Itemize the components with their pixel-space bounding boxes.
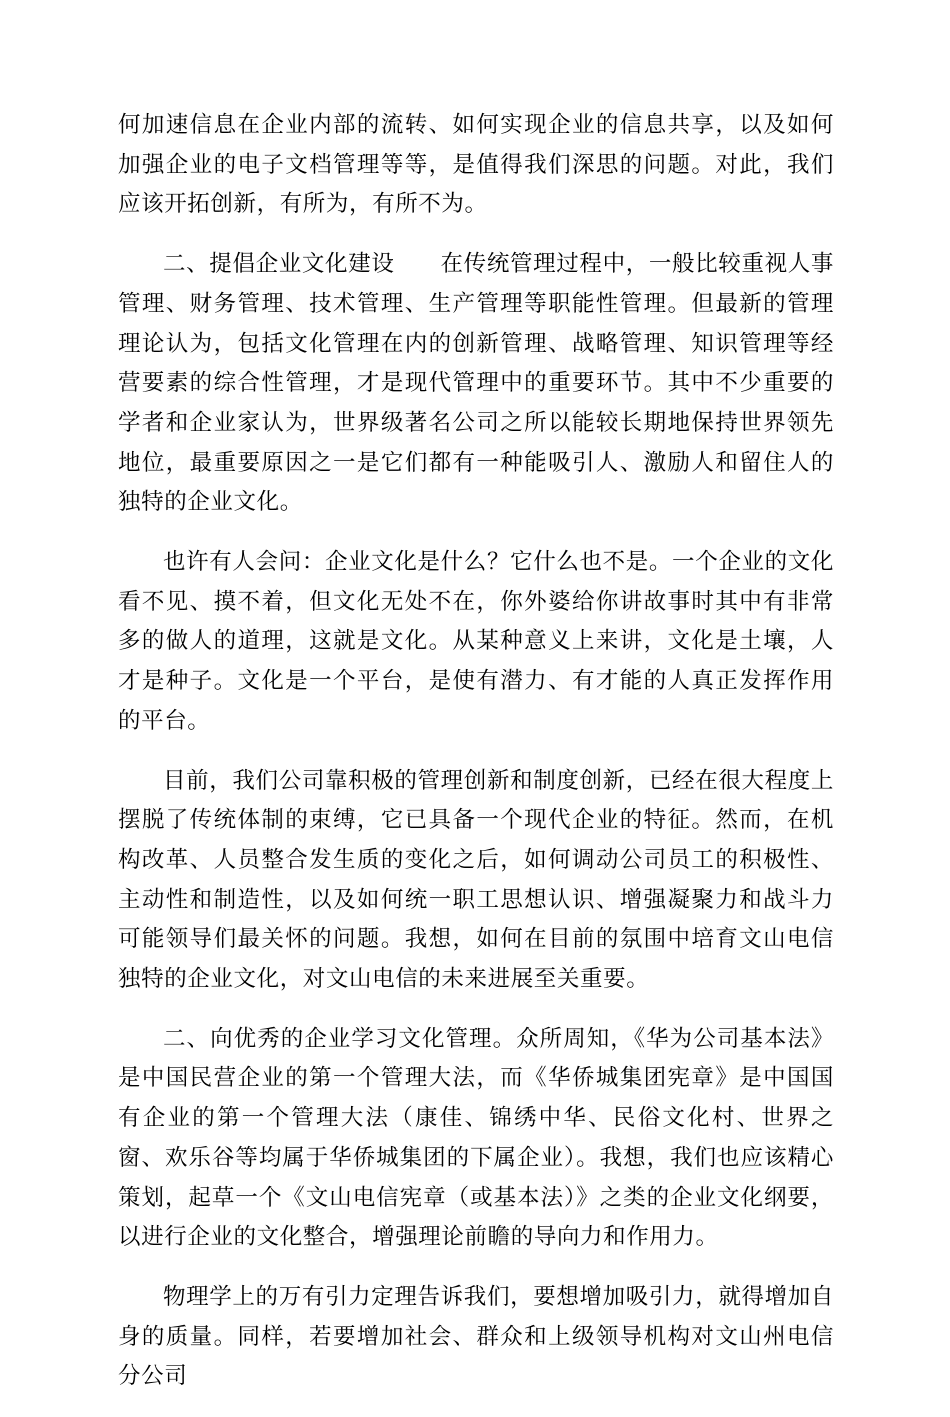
paragraph-continuation: 何加速信息在企业内部的流转、如何实现企业的信息共享，以及如何加强企业的电子文档管理等等，是值得我们深思的问题。对此，我们应该开拓创新，有所为，有所不为。 <box>118 112 834 218</box>
paragraph-culture-building <box>118 245 834 523</box>
document-body <box>118 106 834 1417</box>
paragraph-text: 在传统管理过程中，一般比较重视人事管理、财务管理、技术管理、生产管理等职能性管理。但最新的管理理论认为，包括文化管理在内的创新管理、战略管理、知识管理等经营要素的综合性管理，才是现代管理中的重要环节。其中不少重要的学者和企业家认为，世界级著名公司之所以能较长期地保持世界领先地位，最重要原因之一是它们都有一种能吸引人、激励人和留住人的独特的企业文化。 <box>118 251 834 516</box>
section-heading: 二、提倡企业文化建设 <box>163 251 395 278</box>
paragraph-what-is-culture: 也许有人会问：企业文化是什么？它什么也不是。一个企业的文化看不见、摸不着，但文化无处不在，你外婆给你讲故事时其中有非常多的做人的道理，这就是文化。从某种意义上来讲，文化是土壤，人才是种子。文化是一个平台，是使有潜力、有才能的人真正发挥作用的平台。 <box>118 549 834 734</box>
paragraph-learn-from-excellent: 二、向优秀的企业学习文化管理。众所周知，《华为公司基本法》是中国民营企业的第一个管理大法，而《华侨城集团宪章》是中国国有企业的第一个管理大法（康佳、锦绣中华、民俗文化村、世界之窗、欢乐谷等均属于华侨城集团的下属企业）。我想，我们也应该精心策划，起草一个《文山电信宪章（或基本法）》之类的企业文化纲要，以进行企业的文化整合，增强理论前瞻的导向力和作用力。 <box>118 1025 834 1251</box>
paragraph-current-situation: 目前，我们公司靠积极的管理创新和制度创新，已经在很大程度上摆脱了传统体制的束缚，它已具备一个现代企业的特征。然而，在机构改革、人员整合发生质的变化之后，如何调动公司员工的积极性、主动性和制造性，以及如何统一职工思想认识、增强凝聚力和战斗力可能领导们最关怀的问题。我想，如何在目前的氛围中培育文山电信独特的企业文化，对文山电信的未来进展至关重要。 <box>118 767 834 993</box>
paragraph-gravitation: 物理学上的万有引力定理告诉我们，要想增加吸引力，就得增加自身的质量。同样，若要增加社会、群众和上级领导机构对文山州电信分公司 <box>118 1283 834 1390</box>
